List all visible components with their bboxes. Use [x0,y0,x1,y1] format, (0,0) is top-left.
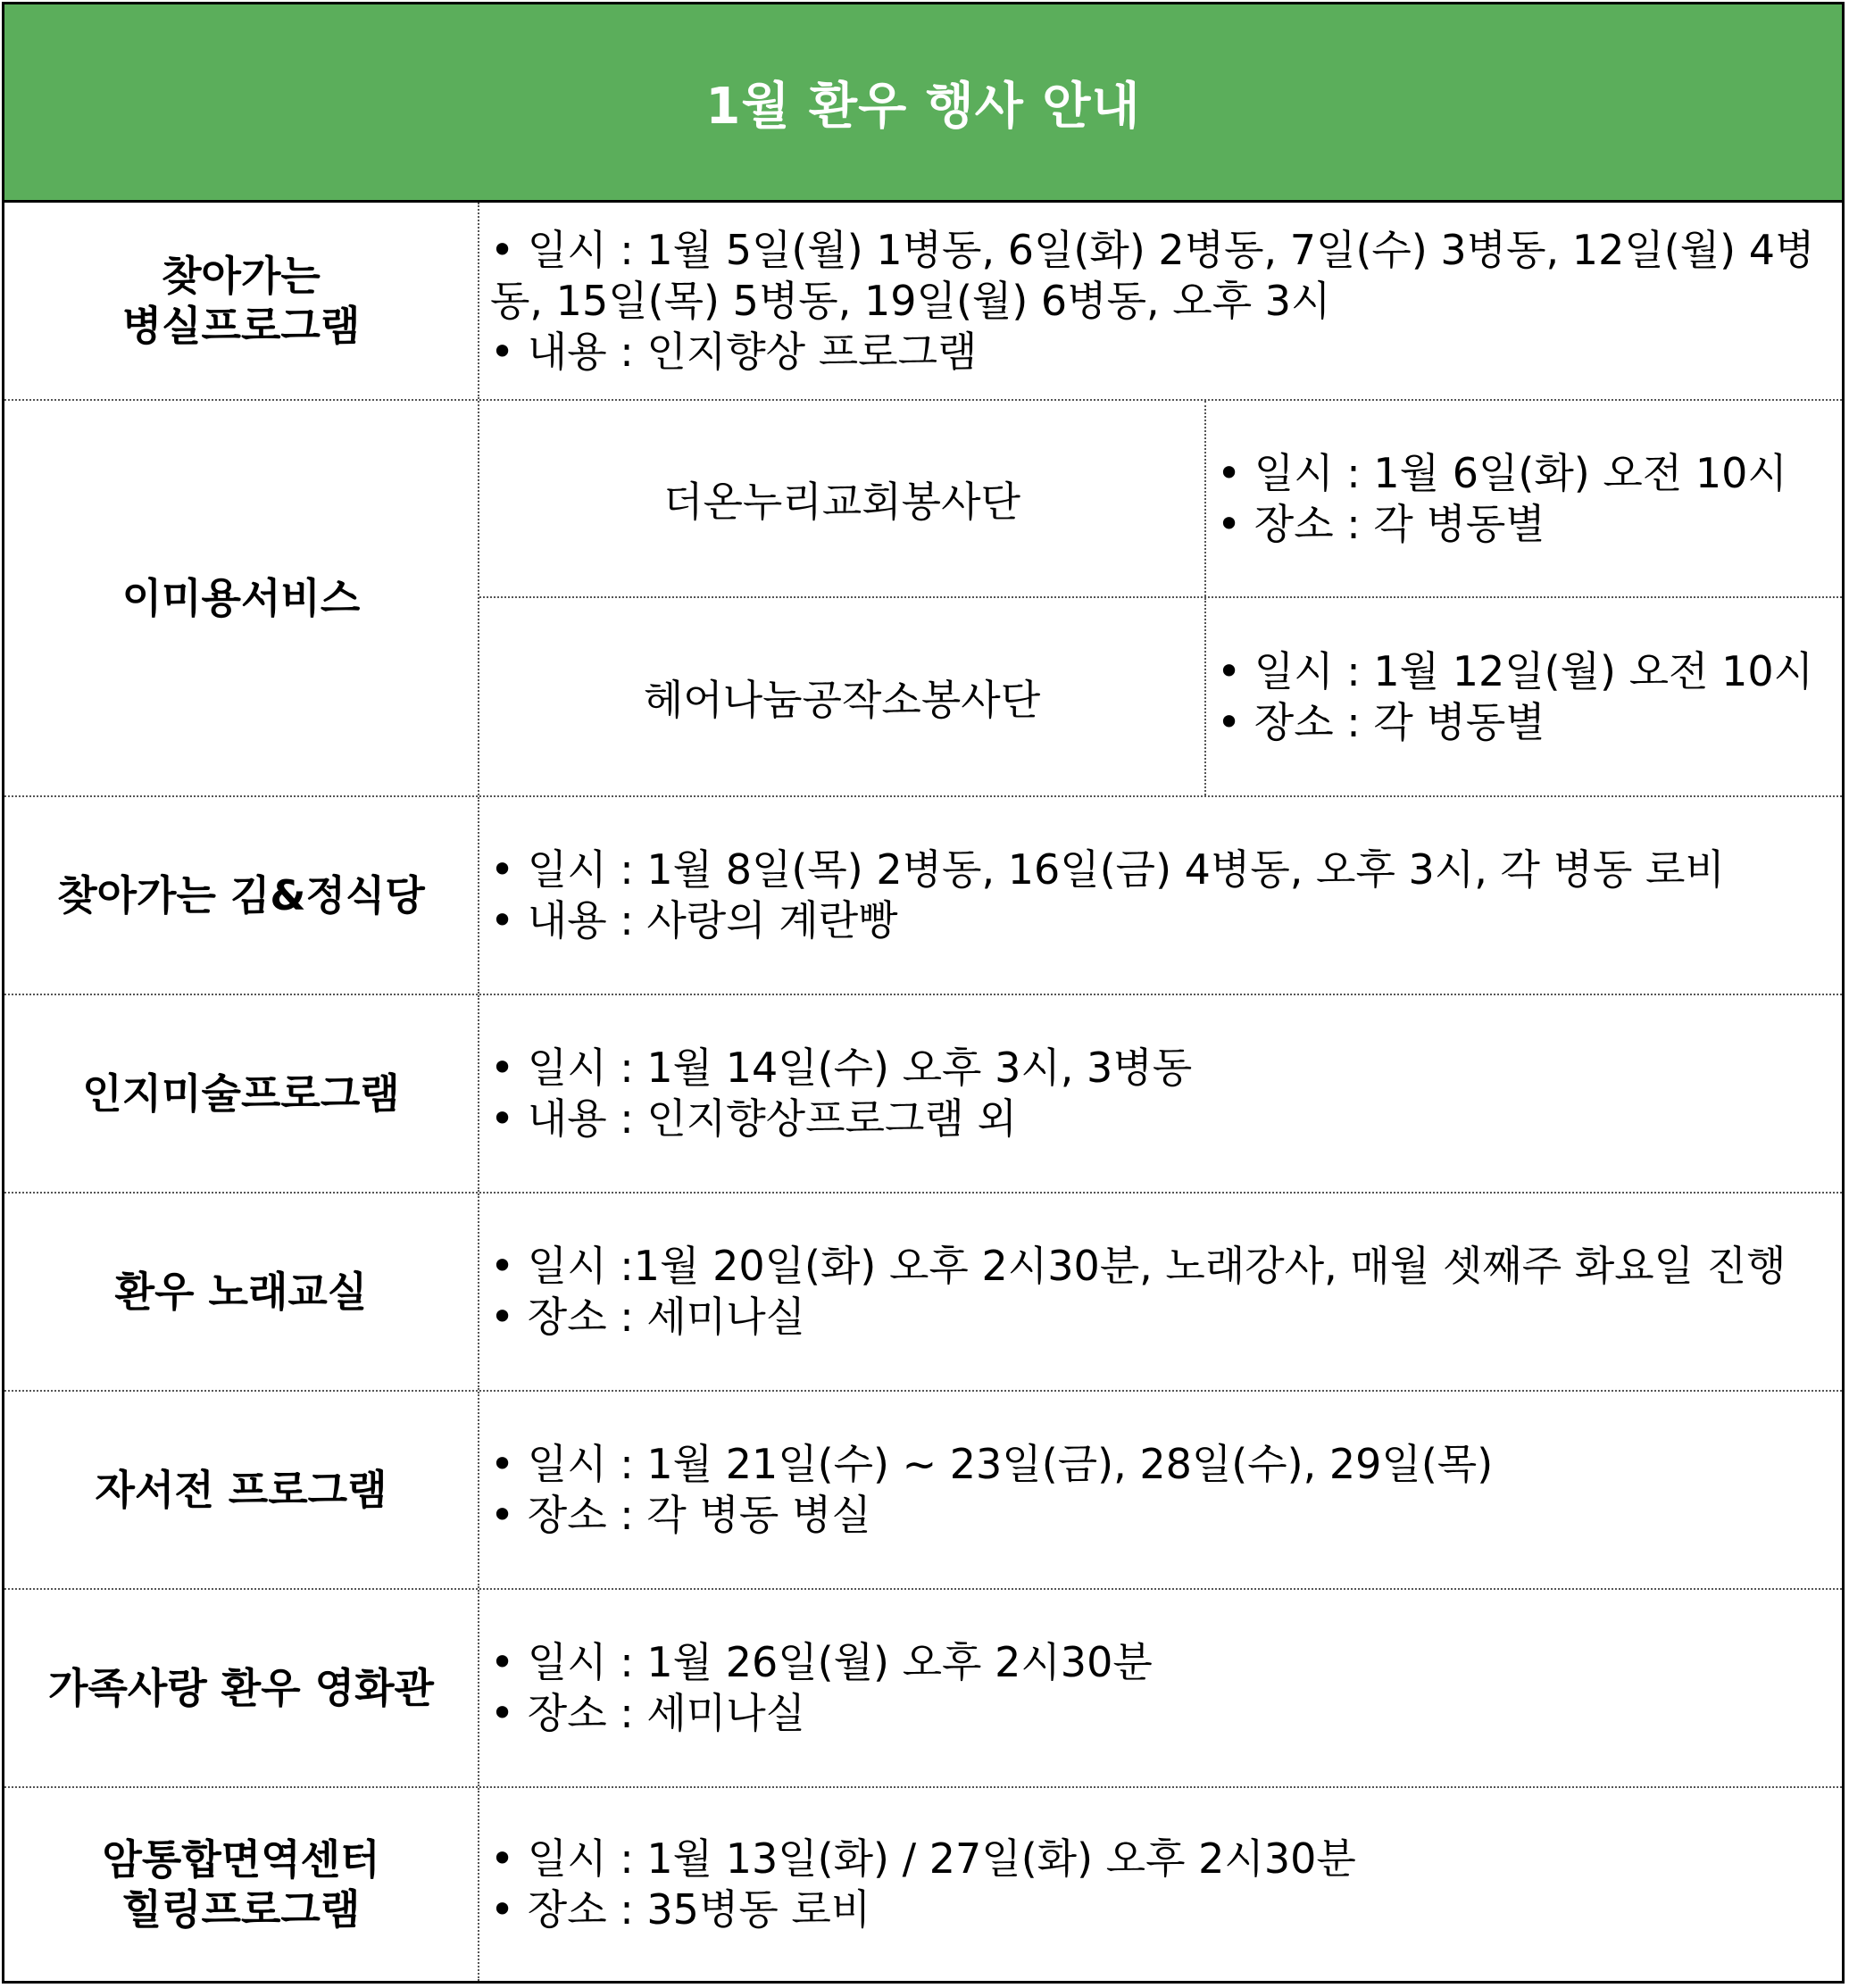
sub-row [479,401,1842,598]
row-label [4,1392,479,1588]
row-label-line: 병실프로그램 [121,302,361,350]
table-row-healing-program [4,1788,1842,1981]
detail-line: • 일시 : 1월 14일(수) 오후 3시, 3병동 [490,1044,1193,1092]
row-label [4,1590,479,1786]
detail-line: • 장소 : 35병동 로비 [490,1885,871,1934]
detail-line: • 내용 : 인지향상 프로그램 [490,327,978,376]
row-details [479,1194,1842,1390]
detail-line: • 일시 : 1월 8일(목) 2병동, 16일(금) 4병동, 오후 3시, 각 병동 로비 [490,845,1725,894]
row-label [4,401,479,795]
row-label-line: 암통합면역센터 [102,1835,380,1884]
detail-line: • 장소 : 각 병동 병실 [490,1491,871,1539]
detail-line: • 일시 : 1월 6일(화) 오전 10시 [1217,448,1787,497]
detail-line: • 장소 : 세미나실 [490,1293,806,1341]
row-label [4,995,479,1192]
table-row-cinema [4,1590,1842,1788]
detail-line: • 내용 : 인지향상프로그램 외 [490,1094,1017,1143]
table-row-autobiography [4,1392,1842,1590]
row-label-line: 가족사랑 환우 영화관 [48,1664,434,1712]
detail-line: • 장소 : 각 병동별 [1217,499,1545,548]
detail-line: • 일시 : 1월 5일(월) 1병동, 6일(화) 2병동, 7일(수) 3병동, 12일(월) 4병동, 15일(목) 5병동, 19일(월) 6병동, 오후 3시 [490,225,1815,325]
table-row-ward-program [4,203,1842,401]
row-label-line: 자서전 프로그램 [95,1466,387,1514]
row-details [479,1392,1842,1588]
detail-line: • 일시 : 1월 26일(월) 오후 2시30분 [490,1638,1153,1686]
row-label-line: 찾아가는 [162,252,321,300]
row-label [4,203,479,399]
table-row-hair-service [4,401,1842,797]
sub-row-details [1206,598,1842,795]
notice-title: 1월 환우 행사 안내 [4,4,1842,203]
detail-line: • 일시 :1월 20일(화) 오후 2시30분, 노래강사, 매월 셋째주 화요일 진행 [490,1242,1787,1290]
detail-line: • 장소 : 세미나실 [490,1689,806,1737]
row-details [479,1590,1842,1786]
sub-row-details [1206,401,1842,596]
sub-row [479,598,1842,795]
detail-line: • 일시 : 1월 13일(화) / 27일(화) 오후 2시30분 [490,1834,1356,1883]
table-row-singing-class [4,1194,1842,1392]
row-label [4,797,479,994]
detail-line: • 장소 : 각 병동별 [1217,697,1545,746]
volunteer-group-name: 헤어나눔공작소봉사단 [479,598,1206,795]
row-label [4,1788,479,1981]
row-details [479,1788,1842,1981]
row-label-line: 인지미술프로그램 [82,1069,400,1118]
detail-line: • 일시 : 1월 21일(수) ~ 23일(금), 28일(수), 29일(목) [490,1440,1494,1488]
detail-line: • 일시 : 1월 12일(월) 오전 10시 [1217,646,1814,695]
event-notice-table [2,2,1845,1984]
row-label-line: 이미용서비스 [121,574,361,622]
table-row-kim-jung-diner [4,797,1842,995]
row-label-line: 환우 노래교실 [114,1268,368,1316]
row-label [4,1194,479,1390]
row-details [479,203,1842,399]
table-row-art-program [4,995,1842,1194]
volunteer-group-name: 더온누리교회봉사단 [479,401,1206,596]
row-details [479,797,1842,994]
detail-line: • 내용 : 사랑의 계란빵 [490,896,898,944]
row-label-line: 힐링프로그램 [121,1885,361,1934]
row-label-line: 찾아가는 김&정식당 [57,871,425,919]
row-details [479,995,1842,1192]
